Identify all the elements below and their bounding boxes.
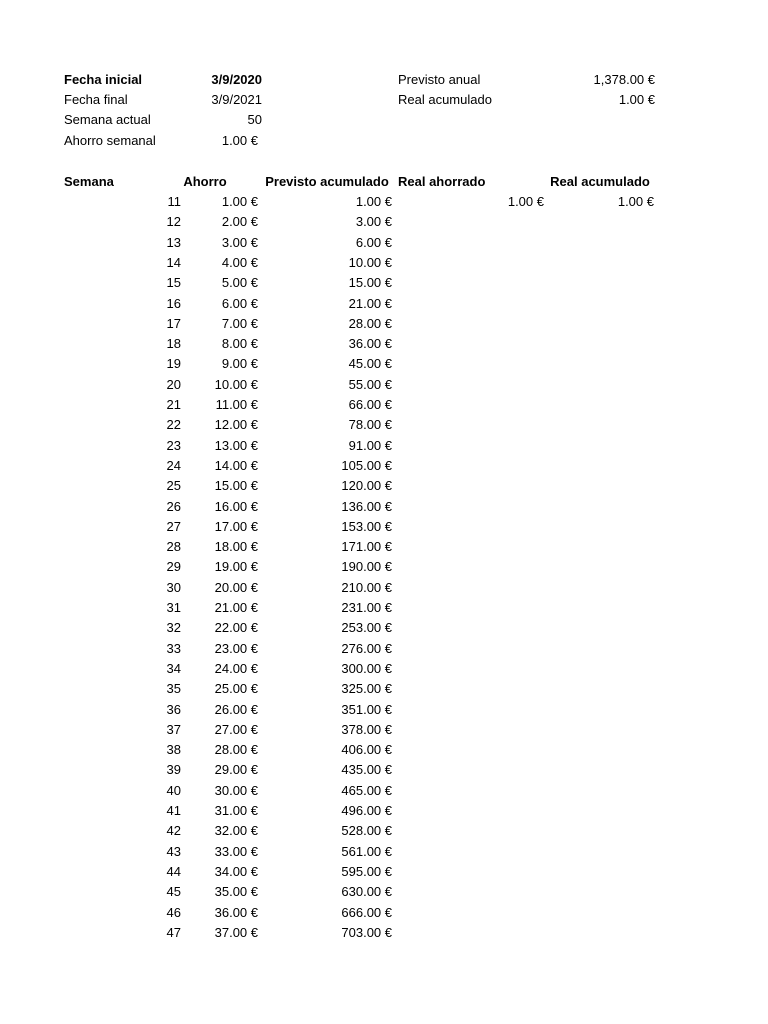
row-real-acumulado (550, 659, 654, 679)
row-real-ahorrado (440, 436, 544, 456)
row-semana: 13 (166, 235, 181, 250)
row-semana: 22 (166, 417, 181, 432)
row-real-ahorrado (440, 233, 544, 253)
row-previsto-acumulado: 6.00 € (355, 235, 392, 250)
row-ahorro: 31.00 € (214, 803, 258, 818)
row-real-acumulado (550, 517, 654, 537)
row-real-ahorrado (440, 760, 544, 780)
row-real-acumulado: 1.00 € (617, 194, 654, 209)
row-previsto-acumulado: 28.00 € (348, 316, 392, 331)
row-ahorro: 15.00 € (214, 478, 258, 493)
row-real-acumulado (550, 375, 654, 395)
row-semana: 15 (166, 275, 181, 290)
row-real-ahorrado (440, 882, 544, 902)
row-real-ahorrado (440, 476, 544, 496)
row-ahorro: 4.00 € (221, 255, 258, 270)
header-previsto-acumulado: Previsto acumulado (265, 174, 389, 189)
row-real-ahorrado (440, 253, 544, 273)
row-semana: 16 (166, 296, 181, 311)
row-previsto-acumulado: 45.00 € (348, 356, 392, 371)
row-ahorro: 5.00 € (221, 275, 258, 290)
row-real-ahorrado (440, 700, 544, 720)
row-real-acumulado (550, 618, 654, 638)
row-real-acumulado (550, 923, 654, 943)
row-ahorro: 2.00 € (221, 214, 258, 229)
fecha-final-value: 3/9/2021 (211, 92, 262, 107)
row-ahorro: 3.00 € (221, 235, 258, 250)
row-previsto-acumulado: 66.00 € (348, 397, 392, 412)
row-semana: 45 (166, 884, 181, 899)
row-ahorro: 30.00 € (214, 783, 258, 798)
row-real-ahorrado (440, 456, 544, 476)
row-semana: 23 (166, 438, 181, 453)
row-semana: 43 (166, 844, 181, 859)
row-real-acumulado (550, 781, 654, 801)
row-previsto-acumulado: 105.00 € (341, 458, 392, 473)
header-real-ahorrado: Real ahorrado (398, 174, 486, 189)
row-ahorro: 20.00 € (214, 580, 258, 595)
row-real-acumulado (550, 497, 654, 517)
row-real-acumulado (550, 700, 654, 720)
row-previsto-acumulado: 3.00 € (355, 214, 392, 229)
row-ahorro: 14.00 € (214, 458, 258, 473)
row-real-ahorrado (440, 517, 544, 537)
row-ahorro: 25.00 € (214, 681, 258, 696)
row-real-ahorrado (440, 497, 544, 517)
ahorro-semanal-value: 1.00 € (221, 133, 258, 148)
row-ahorro: 28.00 € (214, 742, 258, 757)
row-previsto-acumulado: 136.00 € (341, 499, 392, 514)
row-real-acumulado (550, 253, 654, 273)
row-semana: 47 (166, 925, 181, 940)
ahorro-semanal-label: Ahorro semanal (64, 133, 156, 148)
row-semana: 39 (166, 762, 181, 777)
row-previsto-acumulado: 10.00 € (348, 255, 392, 270)
row-previsto-acumulado: 78.00 € (348, 417, 392, 432)
row-ahorro: 33.00 € (214, 844, 258, 859)
row-ahorro: 35.00 € (214, 884, 258, 899)
previsto-anual-value: 1,378.00 € (593, 72, 655, 87)
previsto-anual-label: Previsto anual (398, 72, 481, 87)
row-semana: 34 (166, 661, 181, 676)
row-semana: 26 (166, 499, 181, 514)
row-previsto-acumulado: 300.00 € (341, 661, 392, 676)
row-real-ahorrado (440, 618, 544, 638)
row-previsto-acumulado: 190.00 € (341, 559, 392, 574)
row-previsto-acumulado: 561.00 € (341, 844, 392, 859)
fecha-final-label: Fecha final (64, 92, 128, 107)
fecha-inicial-value: 3/9/2020 (211, 72, 262, 87)
row-ahorro: 6.00 € (221, 296, 258, 311)
row-previsto-acumulado: 378.00 € (341, 722, 392, 737)
row-previsto-acumulado: 21.00 € (348, 296, 392, 311)
row-real-ahorrado (440, 801, 544, 821)
row-semana: 18 (166, 336, 181, 351)
row-ahorro: 27.00 € (214, 722, 258, 737)
row-semana: 19 (166, 356, 181, 371)
row-real-acumulado (550, 639, 654, 659)
row-real-ahorrado (440, 395, 544, 415)
row-real-ahorrado (440, 740, 544, 760)
row-real-ahorrado (440, 679, 544, 699)
row-real-acumulado (550, 801, 654, 821)
row-real-acumulado (550, 578, 654, 598)
row-ahorro: 11.00 € (215, 397, 258, 412)
row-semana: 42 (166, 823, 181, 838)
row-previsto-acumulado: 496.00 € (341, 803, 392, 818)
row-ahorro: 13.00 € (214, 438, 258, 453)
row-ahorro: 21.00 € (214, 600, 258, 615)
row-real-acumulado (550, 436, 654, 456)
row-real-ahorrado (440, 334, 544, 354)
row-real-ahorrado (440, 842, 544, 862)
row-ahorro: 26.00 € (214, 702, 258, 717)
row-real-ahorrado (440, 659, 544, 679)
row-real-ahorrado (440, 903, 544, 923)
semana-actual-value: 50 (247, 112, 262, 127)
row-semana: 11 (167, 194, 181, 209)
semana-actual-label: Semana actual (64, 112, 151, 127)
row-semana: 40 (166, 783, 181, 798)
row-real-acumulado (550, 598, 654, 618)
row-previsto-acumulado: 171.00 € (341, 539, 392, 554)
row-ahorro: 16.00 € (214, 499, 258, 514)
row-ahorro: 32.00 € (214, 823, 258, 838)
row-previsto-acumulado: 210.00 € (341, 580, 392, 595)
row-semana: 20 (166, 377, 181, 392)
row-semana: 36 (166, 702, 181, 717)
row-real-acumulado (550, 557, 654, 577)
row-real-ahorrado (440, 923, 544, 943)
row-real-acumulado (550, 395, 654, 415)
row-ahorro: 23.00 € (214, 641, 258, 656)
header-ahorro: Ahorro (183, 174, 227, 189)
row-semana: 28 (166, 539, 181, 554)
row-previsto-acumulado: 120.00 € (341, 478, 392, 493)
row-real-acumulado (550, 882, 654, 902)
row-real-acumulado (550, 842, 654, 862)
row-previsto-acumulado: 666.00 € (341, 905, 392, 920)
row-real-acumulado (550, 314, 654, 334)
row-ahorro: 12.00 € (214, 417, 258, 432)
row-real-ahorrado: 1.00 € (507, 194, 544, 209)
row-ahorro: 7.00 € (221, 316, 258, 331)
row-previsto-acumulado: 1.00 € (355, 194, 392, 209)
row-semana: 32 (166, 620, 181, 635)
row-ahorro: 34.00 € (214, 864, 258, 879)
row-real-acumulado (550, 537, 654, 557)
row-real-ahorrado (440, 821, 544, 841)
row-semana: 12 (166, 214, 181, 229)
row-previsto-acumulado: 276.00 € (341, 641, 392, 656)
row-previsto-acumulado: 406.00 € (341, 742, 392, 757)
row-real-acumulado (550, 354, 654, 374)
row-semana: 46 (166, 905, 181, 920)
row-real-acumulado (550, 233, 654, 253)
row-previsto-acumulado: 153.00 € (341, 519, 392, 534)
row-real-acumulado (550, 740, 654, 760)
fecha-inicial-label: Fecha inicial (64, 72, 143, 87)
row-ahorro: 36.00 € (214, 905, 258, 920)
row-real-ahorrado (440, 354, 544, 374)
row-real-acumulado (550, 294, 654, 314)
row-ahorro: 19.00 € (214, 559, 258, 574)
row-previsto-acumulado: 435.00 € (341, 762, 392, 777)
row-ahorro: 8.00 € (221, 336, 258, 351)
row-semana: 17 (166, 316, 181, 331)
row-real-acumulado (550, 415, 654, 435)
row-semana: 33 (166, 641, 181, 656)
row-semana: 44 (166, 864, 181, 879)
row-real-ahorrado (440, 537, 544, 557)
row-real-acumulado (550, 821, 654, 841)
header-semana: Semana (64, 174, 114, 189)
row-semana: 41 (166, 803, 181, 818)
row-semana: 38 (166, 742, 181, 757)
row-real-ahorrado (440, 415, 544, 435)
real-acumulado-value: 1.00 € (618, 92, 655, 107)
row-previsto-acumulado: 703.00 € (341, 925, 392, 940)
row-previsto-acumulado: 325.00 € (341, 681, 392, 696)
row-ahorro: 37.00 € (214, 925, 258, 940)
row-semana: 14 (166, 255, 181, 270)
row-previsto-acumulado: 351.00 € (341, 702, 392, 717)
row-semana: 21 (166, 397, 181, 412)
row-real-acumulado (550, 862, 654, 882)
row-real-acumulado (550, 720, 654, 740)
row-previsto-acumulado: 231.00 € (341, 600, 392, 615)
row-real-ahorrado (440, 781, 544, 801)
row-real-ahorrado (440, 557, 544, 577)
real-acumulado-label: Real acumulado (398, 92, 492, 107)
row-real-acumulado (550, 903, 654, 923)
row-previsto-acumulado: 528.00 € (341, 823, 392, 838)
row-ahorro: 22.00 € (214, 620, 258, 635)
row-real-ahorrado (440, 294, 544, 314)
row-real-ahorrado (440, 212, 544, 232)
row-semana: 27 (166, 519, 181, 534)
row-previsto-acumulado: 91.00 € (348, 438, 392, 453)
row-real-ahorrado (440, 375, 544, 395)
row-previsto-acumulado: 630.00 € (341, 884, 392, 899)
row-real-acumulado (550, 212, 654, 232)
row-ahorro: 24.00 € (214, 661, 258, 676)
row-semana: 30 (166, 580, 181, 595)
row-real-ahorrado (440, 862, 544, 882)
row-real-ahorrado (440, 578, 544, 598)
row-previsto-acumulado: 465.00 € (341, 783, 392, 798)
row-semana: 31 (166, 600, 181, 615)
row-previsto-acumulado: 15.00 € (348, 275, 392, 290)
row-real-acumulado (550, 476, 654, 496)
row-semana: 29 (166, 559, 181, 574)
row-real-ahorrado (440, 598, 544, 618)
row-ahorro: 17.00 € (214, 519, 258, 534)
row-previsto-acumulado: 253.00 € (341, 620, 392, 635)
row-semana: 24 (166, 458, 181, 473)
row-real-ahorrado (440, 720, 544, 740)
row-real-ahorrado (440, 639, 544, 659)
row-real-acumulado (550, 273, 654, 293)
row-ahorro: 10.00 € (214, 377, 258, 392)
header-real-acumulado: Real acumulado (550, 174, 650, 189)
row-real-acumulado (550, 456, 654, 476)
row-ahorro: 29.00 € (214, 762, 258, 777)
row-ahorro: 18.00 € (214, 539, 258, 554)
row-real-acumulado (550, 334, 654, 354)
row-ahorro: 9.00 € (221, 356, 258, 371)
row-real-ahorrado (440, 314, 544, 334)
row-real-ahorrado (440, 273, 544, 293)
row-semana: 35 (166, 681, 181, 696)
row-previsto-acumulado: 55.00 € (348, 377, 392, 392)
row-real-acumulado (550, 679, 654, 699)
row-ahorro: 1.00 € (221, 194, 258, 209)
row-real-acumulado (550, 760, 654, 780)
row-semana: 25 (166, 478, 181, 493)
row-semana: 37 (166, 722, 181, 737)
row-previsto-acumulado: 36.00 € (348, 336, 392, 351)
row-previsto-acumulado: 595.00 € (341, 864, 392, 879)
